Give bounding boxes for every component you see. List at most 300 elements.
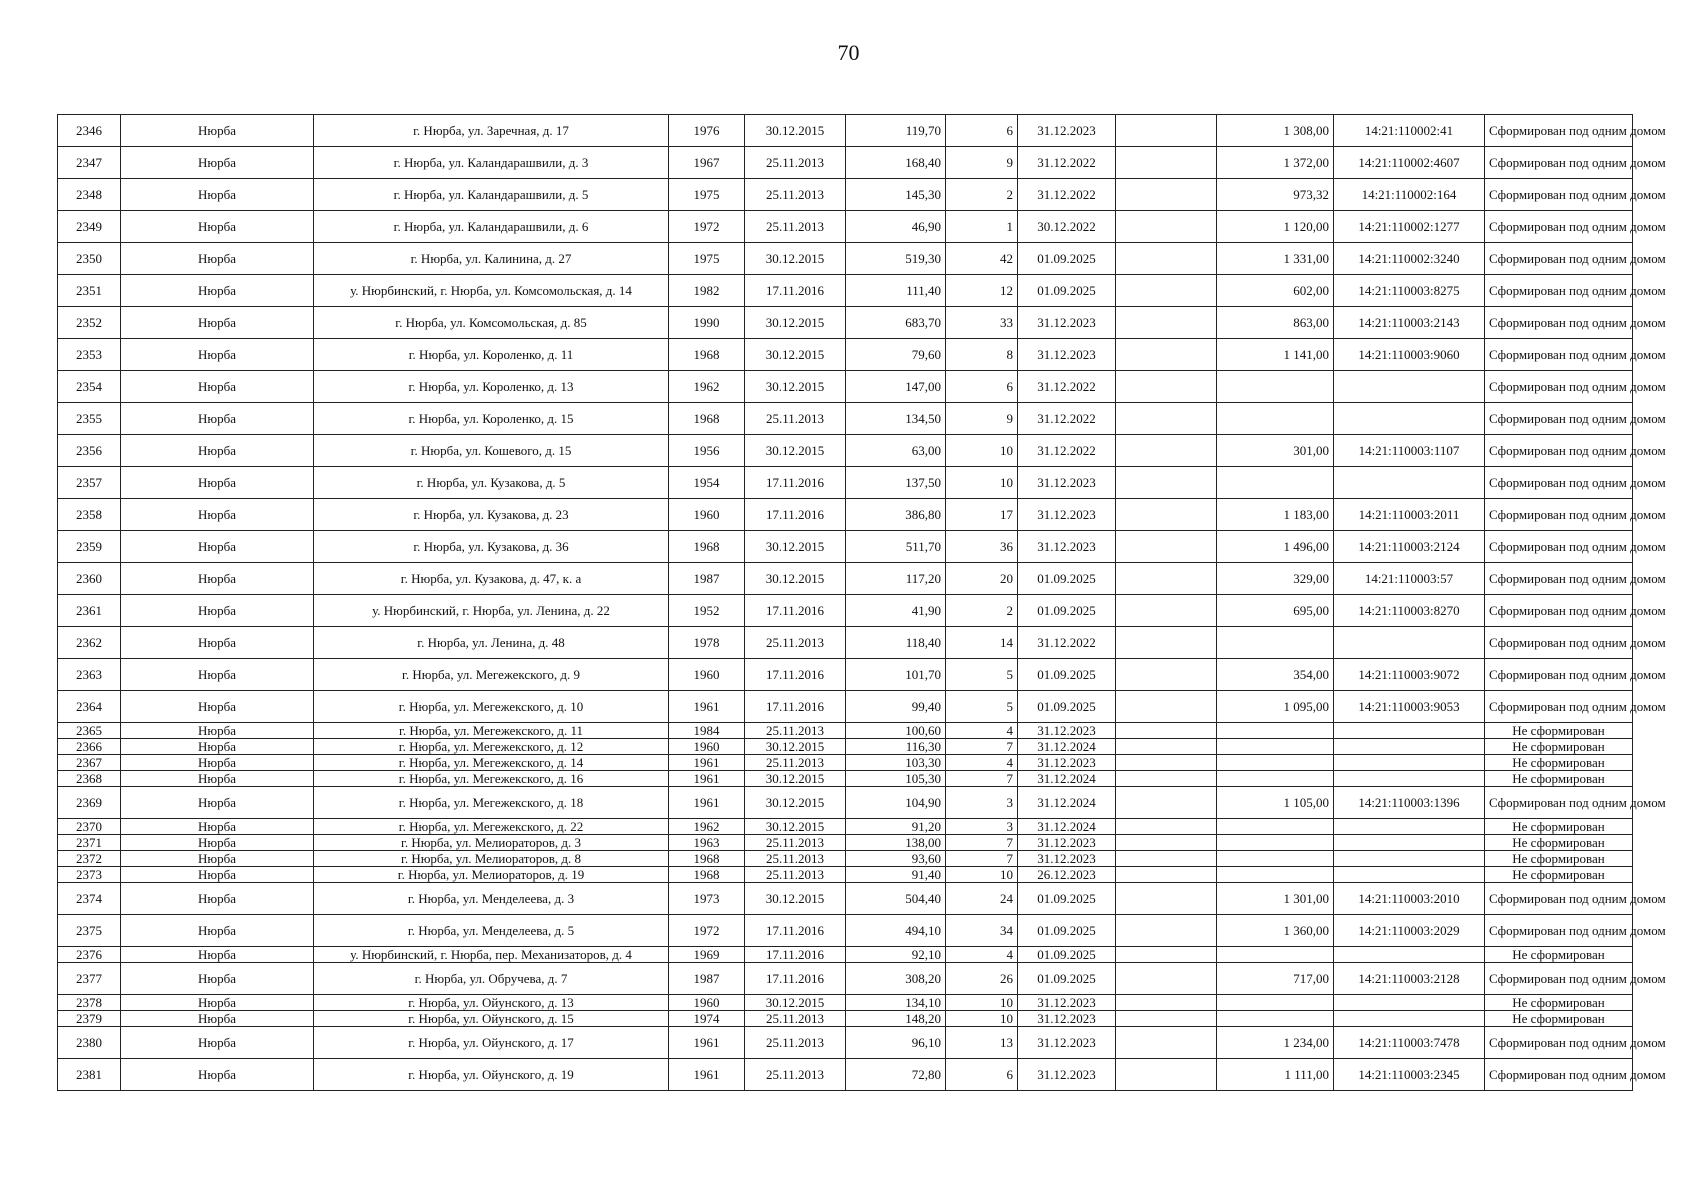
inclusion-date-cell: 30.12.2015	[745, 771, 846, 787]
deadline-cell: 31.12.2023	[1018, 723, 1116, 739]
housing-registry-table	[57, 114, 1666, 1091]
empty-cell	[1116, 915, 1217, 947]
year-cell: 1974	[669, 1011, 745, 1027]
year-cell: 1968	[669, 339, 745, 371]
municipality-cell: Нюрба	[121, 739, 314, 755]
year-cell: 1968	[669, 531, 745, 563]
municipality-cell: Нюрба	[121, 275, 314, 307]
row-number-cell: 2350	[58, 243, 121, 275]
row-number-cell: 2347	[58, 147, 121, 179]
inclusion-date-cell: 30.12.2015	[745, 819, 846, 835]
row-number-cell: 2373	[58, 867, 121, 883]
address-cell: г. Нюрба, ул. Мегежекского, д. 10	[314, 691, 669, 723]
deadline-cell: 31.12.2024	[1018, 787, 1116, 819]
row-number-cell: 2362	[58, 627, 121, 659]
municipality-cell: Нюрба	[121, 115, 314, 147]
inclusion-date-cell: 17.11.2016	[745, 947, 846, 963]
table-row	[58, 691, 1633, 723]
address-cell: г. Нюрба, ул. Мегежекского, д. 16	[314, 771, 669, 787]
address-cell: г. Нюрба, ул. Каландарашвили, д. 6	[314, 211, 669, 243]
deadline-cell: 01.09.2025	[1018, 883, 1116, 915]
cadastral-number-cell: 14:21:110003:2010	[1334, 883, 1485, 915]
cadastral-number-cell: 14:21:110003:2011	[1334, 499, 1485, 531]
year-cell: 1972	[669, 211, 745, 243]
table-row	[58, 371, 1633, 403]
residents-cell: 2	[946, 595, 1018, 627]
cadastral-number-cell: 14:21:110002:4607	[1334, 147, 1485, 179]
area-cell: 119,70	[846, 115, 946, 147]
deadline-cell: 01.09.2025	[1018, 915, 1116, 947]
deadline-cell: 01.09.2025	[1018, 963, 1116, 995]
year-cell: 1961	[669, 691, 745, 723]
cadastral-number-cell: 14:21:110003:8275	[1334, 275, 1485, 307]
land-area-cell	[1217, 739, 1334, 755]
empty-cell	[1116, 275, 1217, 307]
cadastral-number-cell	[1334, 995, 1485, 1011]
row-number-cell: 2361	[58, 595, 121, 627]
land-area-cell: 1 496,00	[1217, 531, 1334, 563]
land-status-cell: Не сформирован	[1485, 1011, 1633, 1027]
empty-cell	[1116, 963, 1217, 995]
row-number-cell: 2353	[58, 339, 121, 371]
table-row	[58, 115, 1633, 147]
empty-cell	[1116, 147, 1217, 179]
cadastral-number-cell	[1334, 851, 1485, 867]
area-cell: 93,60	[846, 851, 946, 867]
table-row	[58, 787, 1633, 819]
table-body	[58, 115, 1666, 1091]
deadline-cell: 31.12.2024	[1018, 739, 1116, 755]
address-cell: г. Нюрба, ул. Мелиораторов, д. 8	[314, 851, 669, 867]
inclusion-date-cell: 30.12.2015	[745, 243, 846, 275]
row-number-cell: 2365	[58, 723, 121, 739]
table-row	[58, 563, 1633, 595]
year-cell: 1962	[669, 371, 745, 403]
area-cell: 683,70	[846, 307, 946, 339]
table-row	[58, 1059, 1633, 1091]
empty-cell	[1116, 1027, 1217, 1059]
land-area-cell: 1 308,00	[1217, 115, 1334, 147]
address-cell: г. Нюрба, ул. Обручева, д. 7	[314, 963, 669, 995]
land-area-cell	[1217, 851, 1334, 867]
land-status-cell: Сформирован под одним домом	[1485, 1027, 1633, 1059]
land-area-cell	[1217, 819, 1334, 835]
area-cell: 63,00	[846, 435, 946, 467]
inclusion-date-cell: 30.12.2015	[745, 563, 846, 595]
land-area-cell: 1 301,00	[1217, 883, 1334, 915]
inclusion-date-cell: 25.11.2013	[745, 627, 846, 659]
residents-cell: 26	[946, 963, 1018, 995]
inclusion-date-cell: 25.11.2013	[745, 403, 846, 435]
land-area-cell	[1217, 371, 1334, 403]
empty-cell	[1116, 499, 1217, 531]
area-cell: 138,00	[846, 835, 946, 851]
deadline-cell: 31.12.2023	[1018, 467, 1116, 499]
year-cell: 1960	[669, 659, 745, 691]
deadline-cell: 31.12.2023	[1018, 851, 1116, 867]
land-area-cell	[1217, 867, 1334, 883]
municipality-cell: Нюрба	[121, 835, 314, 851]
cadastral-number-cell	[1334, 403, 1485, 435]
row-number-cell: 2378	[58, 995, 121, 1011]
empty-cell	[1116, 739, 1217, 755]
area-cell: 134,10	[846, 995, 946, 1011]
year-cell: 1960	[669, 499, 745, 531]
empty-cell	[1116, 883, 1217, 915]
inclusion-date-cell: 25.11.2013	[745, 1027, 846, 1059]
empty-cell	[1116, 403, 1217, 435]
address-cell: г. Нюрба, ул. Комсомольская, д. 85	[314, 307, 669, 339]
inclusion-date-cell: 30.12.2015	[745, 995, 846, 1011]
table-row	[58, 771, 1633, 787]
cadastral-number-cell: 14:21:110003:8270	[1334, 595, 1485, 627]
inclusion-date-cell: 25.11.2013	[745, 851, 846, 867]
deadline-cell: 31.12.2022	[1018, 403, 1116, 435]
table-row	[58, 867, 1633, 883]
deadline-cell: 01.09.2025	[1018, 691, 1116, 723]
land-area-cell: 301,00	[1217, 435, 1334, 467]
empty-cell	[1116, 115, 1217, 147]
year-cell: 1984	[669, 723, 745, 739]
table-row	[58, 435, 1633, 467]
land-area-cell: 1 372,00	[1217, 147, 1334, 179]
residents-cell: 10	[946, 867, 1018, 883]
year-cell: 1961	[669, 787, 745, 819]
area-cell: 92,10	[846, 947, 946, 963]
deadline-cell: 30.12.2022	[1018, 211, 1116, 243]
table-row	[58, 147, 1633, 179]
deadline-cell: 31.12.2022	[1018, 435, 1116, 467]
row-number-cell: 2375	[58, 915, 121, 947]
area-cell: 145,30	[846, 179, 946, 211]
address-cell: г. Нюрба, ул. Менделеева, д. 5	[314, 915, 669, 947]
municipality-cell: Нюрба	[121, 435, 314, 467]
municipality-cell: Нюрба	[121, 1059, 314, 1091]
table-row	[58, 499, 1633, 531]
residents-cell: 9	[946, 403, 1018, 435]
residents-cell: 3	[946, 787, 1018, 819]
residents-cell: 1	[946, 211, 1018, 243]
land-area-cell	[1217, 403, 1334, 435]
address-cell: г. Нюрба, ул. Мелиораторов, д. 3	[314, 835, 669, 851]
empty-cell	[1116, 339, 1217, 371]
empty-cell	[1116, 995, 1217, 1011]
land-area-cell: 329,00	[1217, 563, 1334, 595]
deadline-cell: 31.12.2022	[1018, 147, 1116, 179]
residents-cell: 10	[946, 995, 1018, 1011]
empty-cell	[1116, 755, 1217, 771]
address-cell: г. Нюрба, ул. Ойунского, д. 15	[314, 1011, 669, 1027]
land-status-cell: Сформирован под одним домом	[1485, 691, 1633, 723]
municipality-cell: Нюрба	[121, 307, 314, 339]
row-number-cell: 2346	[58, 115, 121, 147]
year-cell: 1975	[669, 179, 745, 211]
municipality-cell: Нюрба	[121, 1027, 314, 1059]
inclusion-date-cell: 17.11.2016	[745, 915, 846, 947]
residents-cell: 8	[946, 339, 1018, 371]
row-number-cell: 2357	[58, 467, 121, 499]
land-area-cell	[1217, 995, 1334, 1011]
cadastral-number-cell: 14:21:110003:1107	[1334, 435, 1485, 467]
land-status-cell: Сформирован под одним домом	[1485, 531, 1633, 563]
inclusion-date-cell: 30.12.2015	[745, 115, 846, 147]
year-cell: 1954	[669, 467, 745, 499]
empty-cell	[1116, 867, 1217, 883]
cadastral-number-cell: 14:21:110003:2029	[1334, 915, 1485, 947]
row-number-cell: 2349	[58, 211, 121, 243]
inclusion-date-cell: 25.11.2013	[745, 1059, 846, 1091]
year-cell: 1990	[669, 307, 745, 339]
address-cell: г. Нюрба, ул. Мегежекского, д. 12	[314, 739, 669, 755]
row-number-cell: 2348	[58, 179, 121, 211]
residents-cell: 6	[946, 371, 1018, 403]
area-cell: 494,10	[846, 915, 946, 947]
table-row	[58, 739, 1633, 755]
cadastral-number-cell	[1334, 467, 1485, 499]
year-cell: 1952	[669, 595, 745, 627]
year-cell: 1987	[669, 963, 745, 995]
land-area-cell	[1217, 835, 1334, 851]
empty-cell	[1116, 787, 1217, 819]
land-status-cell: Сформирован под одним домом	[1485, 371, 1633, 403]
municipality-cell: Нюрба	[121, 467, 314, 499]
land-area-cell	[1217, 947, 1334, 963]
row-number-cell: 2369	[58, 787, 121, 819]
residents-cell: 6	[946, 115, 1018, 147]
area-cell: 103,30	[846, 755, 946, 771]
land-area-cell: 1 360,00	[1217, 915, 1334, 947]
residents-cell: 10	[946, 435, 1018, 467]
inclusion-date-cell: 30.12.2015	[745, 739, 846, 755]
cadastral-number-cell	[1334, 755, 1485, 771]
deadline-cell: 31.12.2023	[1018, 339, 1116, 371]
empty-cell	[1116, 211, 1217, 243]
address-cell: г. Нюрба, ул. Кошевого, д. 15	[314, 435, 669, 467]
table-row	[58, 835, 1633, 851]
residents-cell: 6	[946, 1059, 1018, 1091]
area-cell: 111,40	[846, 275, 946, 307]
deadline-cell: 01.09.2025	[1018, 595, 1116, 627]
cadastral-number-cell: 14:21:110003:9053	[1334, 691, 1485, 723]
address-cell: г. Нюрба, ул. Каландарашвили, д. 3	[314, 147, 669, 179]
address-cell: г. Нюрба, ул. Калинина, д. 27	[314, 243, 669, 275]
deadline-cell: 31.12.2023	[1018, 1027, 1116, 1059]
land-area-cell	[1217, 1011, 1334, 1027]
inclusion-date-cell: 17.11.2016	[745, 467, 846, 499]
year-cell: 1967	[669, 147, 745, 179]
empty-cell	[1116, 1059, 1217, 1091]
municipality-cell: Нюрба	[121, 179, 314, 211]
land-status-cell: Не сформирован	[1485, 835, 1633, 851]
municipality-cell: Нюрба	[121, 371, 314, 403]
land-area-cell: 1 331,00	[1217, 243, 1334, 275]
table-row	[58, 403, 1633, 435]
inclusion-date-cell: 25.11.2013	[745, 835, 846, 851]
inclusion-date-cell: 17.11.2016	[745, 275, 846, 307]
address-cell: г. Нюрба, ул. Мелиораторов, д. 19	[314, 867, 669, 883]
area-cell: 147,00	[846, 371, 946, 403]
year-cell: 1960	[669, 739, 745, 755]
cadastral-number-cell	[1334, 739, 1485, 755]
land-status-cell: Сформирован под одним домом	[1485, 499, 1633, 531]
land-area-cell: 1 111,00	[1217, 1059, 1334, 1091]
year-cell: 1973	[669, 883, 745, 915]
municipality-cell: Нюрба	[121, 995, 314, 1011]
cadastral-number-cell: 14:21:110003:9060	[1334, 339, 1485, 371]
inclusion-date-cell: 30.12.2015	[745, 307, 846, 339]
cadastral-number-cell: 14:21:110003:2124	[1334, 531, 1485, 563]
table-row	[58, 819, 1633, 835]
row-number-cell: 2372	[58, 851, 121, 867]
address-cell: г. Нюрба, ул. Мегежекского, д. 11	[314, 723, 669, 739]
cadastral-number-cell: 14:21:110002:3240	[1334, 243, 1485, 275]
empty-cell	[1116, 1011, 1217, 1027]
municipality-cell: Нюрба	[121, 211, 314, 243]
cadastral-number-cell	[1334, 771, 1485, 787]
land-area-cell: 1 105,00	[1217, 787, 1334, 819]
land-status-cell: Сформирован под одним домом	[1485, 275, 1633, 307]
deadline-cell: 01.09.2025	[1018, 563, 1116, 595]
year-cell: 1961	[669, 1027, 745, 1059]
year-cell: 1978	[669, 627, 745, 659]
land-status-cell: Сформирован под одним домом	[1485, 627, 1633, 659]
inclusion-date-cell: 17.11.2016	[745, 499, 846, 531]
cadastral-number-cell	[1334, 819, 1485, 835]
address-cell: г. Нюрба, ул. Ленина, д. 48	[314, 627, 669, 659]
year-cell: 1962	[669, 819, 745, 835]
inclusion-date-cell: 25.11.2013	[745, 867, 846, 883]
table-row	[58, 307, 1633, 339]
address-cell: г. Нюрба, ул. Заречная, д. 17	[314, 115, 669, 147]
area-cell: 504,40	[846, 883, 946, 915]
table-row	[58, 851, 1633, 867]
year-cell: 1972	[669, 915, 745, 947]
municipality-cell: Нюрба	[121, 627, 314, 659]
deadline-cell: 01.09.2025	[1018, 243, 1116, 275]
land-status-cell: Не сформирован	[1485, 995, 1633, 1011]
address-cell: г. Нюрба, ул. Менделеева, д. 3	[314, 883, 669, 915]
cadastral-number-cell: 14:21:110003:2128	[1334, 963, 1485, 995]
row-number-cell: 2355	[58, 403, 121, 435]
municipality-cell: Нюрба	[121, 851, 314, 867]
address-cell: г. Нюрба, ул. Ойунского, д. 13	[314, 995, 669, 1011]
inclusion-date-cell: 17.11.2016	[745, 691, 846, 723]
land-status-cell: Не сформирован	[1485, 723, 1633, 739]
address-cell: г. Нюрба, ул. Кузакова, д. 23	[314, 499, 669, 531]
address-cell: у. Нюрбинский, г. Нюрба, ул. Ленина, д. 22	[314, 595, 669, 627]
municipality-cell: Нюрба	[121, 595, 314, 627]
empty-cell	[1116, 595, 1217, 627]
inclusion-date-cell: 17.11.2016	[745, 963, 846, 995]
row-number-cell: 2366	[58, 739, 121, 755]
year-cell: 1982	[669, 275, 745, 307]
residents-cell: 20	[946, 563, 1018, 595]
year-cell: 1961	[669, 771, 745, 787]
area-cell: 117,20	[846, 563, 946, 595]
municipality-cell: Нюрба	[121, 659, 314, 691]
deadline-cell: 01.09.2025	[1018, 659, 1116, 691]
row-number-cell: 2356	[58, 435, 121, 467]
area-cell: 118,40	[846, 627, 946, 659]
deadline-cell: 31.12.2023	[1018, 531, 1116, 563]
row-number-cell: 2360	[58, 563, 121, 595]
address-cell: г. Нюрба, ул. Мегежекского, д. 9	[314, 659, 669, 691]
municipality-cell: Нюрба	[121, 563, 314, 595]
table-row	[58, 915, 1633, 947]
municipality-cell: Нюрба	[121, 339, 314, 371]
deadline-cell: 31.12.2022	[1018, 371, 1116, 403]
table-row	[58, 947, 1633, 963]
year-cell: 1987	[669, 563, 745, 595]
empty-cell	[1116, 371, 1217, 403]
row-number-cell: 2376	[58, 947, 121, 963]
land-status-cell: Сформирован под одним домом	[1485, 883, 1633, 915]
address-cell: г. Нюрба, ул. Мегежекского, д. 18	[314, 787, 669, 819]
land-status-cell: Сформирован под одним домом	[1485, 307, 1633, 339]
table-row	[58, 595, 1633, 627]
empty-cell	[1116, 307, 1217, 339]
year-cell: 1975	[669, 243, 745, 275]
land-status-cell: Не сформирован	[1485, 739, 1633, 755]
land-status-cell: Сформирован под одним домом	[1485, 467, 1633, 499]
row-number-cell: 2374	[58, 883, 121, 915]
land-area-cell: 1 183,00	[1217, 499, 1334, 531]
table-row	[58, 339, 1633, 371]
residents-cell: 3	[946, 819, 1018, 835]
land-status-cell: Сформирован под одним домом	[1485, 243, 1633, 275]
table-row	[58, 1011, 1633, 1027]
table-row	[58, 659, 1633, 691]
municipality-cell: Нюрба	[121, 819, 314, 835]
area-cell: 134,50	[846, 403, 946, 435]
municipality-cell: Нюрба	[121, 1011, 314, 1027]
empty-cell	[1116, 835, 1217, 851]
deadline-cell: 31.12.2023	[1018, 755, 1116, 771]
area-cell: 72,80	[846, 1059, 946, 1091]
land-area-cell	[1217, 755, 1334, 771]
area-cell: 96,10	[846, 1027, 946, 1059]
residents-cell: 7	[946, 851, 1018, 867]
land-status-cell: Не сформирован	[1485, 867, 1633, 883]
residents-cell: 13	[946, 1027, 1018, 1059]
municipality-cell: Нюрба	[121, 771, 314, 787]
land-status-cell: Сформирован под одним домом	[1485, 403, 1633, 435]
land-area-cell: 1 234,00	[1217, 1027, 1334, 1059]
cadastral-number-cell: 14:21:110003:7478	[1334, 1027, 1485, 1059]
deadline-cell: 31.12.2023	[1018, 835, 1116, 851]
land-status-cell: Сформирован под одним домом	[1485, 179, 1633, 211]
land-area-cell: 1 141,00	[1217, 339, 1334, 371]
year-cell: 1969	[669, 947, 745, 963]
area-cell: 91,40	[846, 867, 946, 883]
area-cell: 41,90	[846, 595, 946, 627]
address-cell: г. Нюрба, ул. Кузакова, д. 47, к. а	[314, 563, 669, 595]
land-status-cell: Не сформирован	[1485, 771, 1633, 787]
municipality-cell: Нюрба	[121, 403, 314, 435]
inclusion-date-cell: 17.11.2016	[745, 659, 846, 691]
table-row	[58, 275, 1633, 307]
area-cell: 148,20	[846, 1011, 946, 1027]
row-number-cell: 2363	[58, 659, 121, 691]
row-number-cell: 2351	[58, 275, 121, 307]
deadline-cell: 01.09.2025	[1018, 275, 1116, 307]
table-row	[58, 179, 1633, 211]
row-number-cell: 2352	[58, 307, 121, 339]
cadastral-number-cell	[1334, 1011, 1485, 1027]
land-area-cell	[1217, 723, 1334, 739]
area-cell: 116,30	[846, 739, 946, 755]
empty-cell	[1116, 467, 1217, 499]
